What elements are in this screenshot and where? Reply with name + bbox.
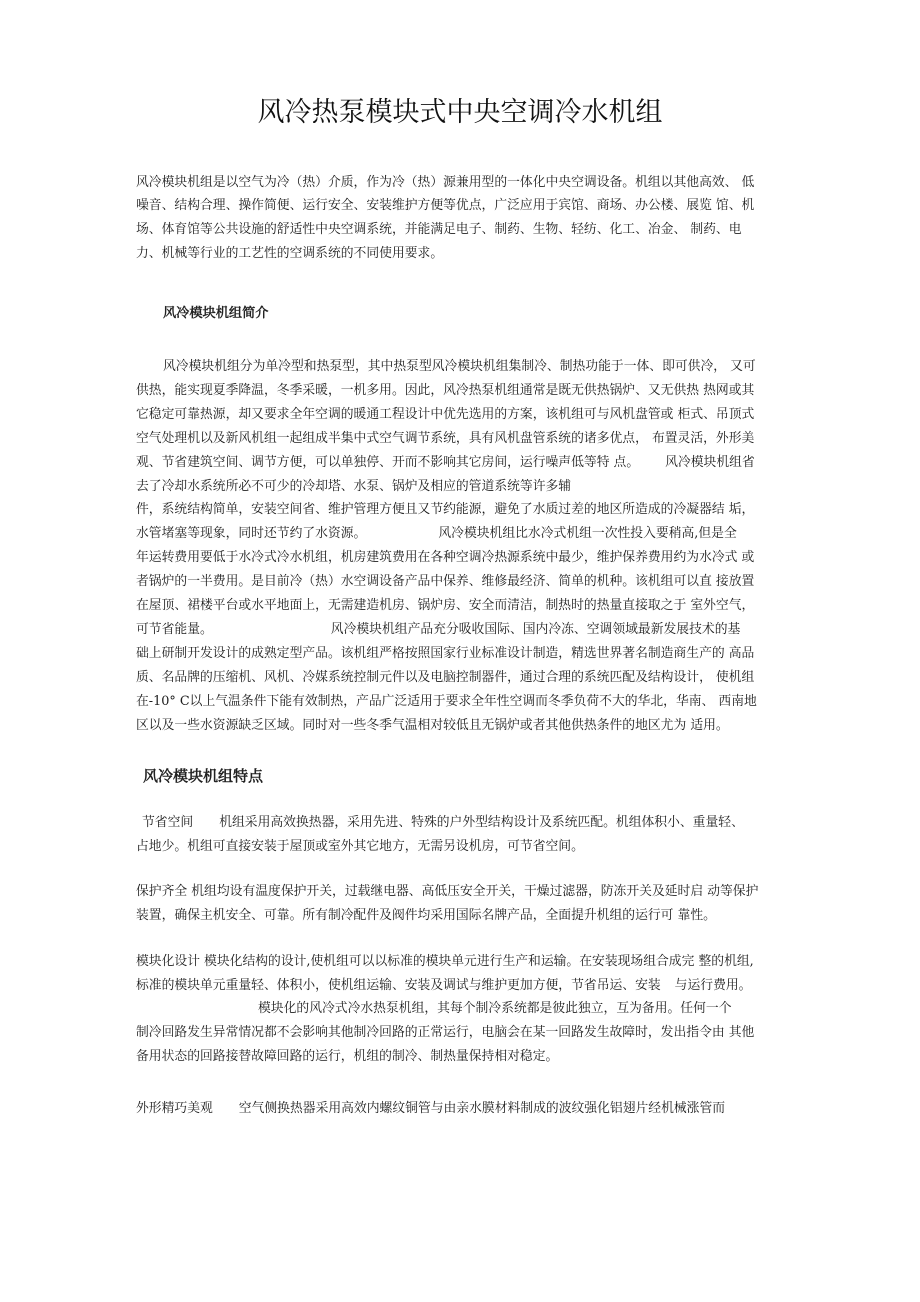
body-line: 它稳定可靠热源，却又要求全年空调的暖通工程设计中优先选用的方案，该机组可与风机盘管或 柜式、吊顶式 (136, 407, 755, 422)
body-line: 空气处理机以及新风机组一起组成半集中式空气调节系统，具有风机盘管系统的诸多优点， 布置灵活，外形美 (136, 431, 755, 446)
body-line: 区以及一些水资源缺乏区域。同时对一些冬季气温相对较低且无锅炉或者其他供热条件的地区尤为 适用。 (136, 718, 729, 733)
feature-line: 占地少。机组可直接安装于屋顶或室外其它地方，无需另设机房，可节省空间。 (136, 839, 584, 854)
section-heading-intro: 风冷模块机组简介 (163, 306, 269, 321)
intro-line: 力、机械等行业的工艺性的空调系统的不同使用要求。 (136, 246, 444, 261)
body-line: 风冷模块机组分为单冷型和热泵型，其中热泵型风冷模块机组集制冷、制热功能于一体、即可供冷， 又可 (163, 359, 756, 374)
intro-line: 场、体育馆等公共设施的舒适性中央空调系统，并能满足电子、制药、生物、轻纺、化工、冶金、 制药、电 (136, 222, 742, 237)
body-text: 风冷模块机组产品充分吸收国际、国内冷冻、空调领域最新发展技术的基 (330, 622, 741, 637)
body-text: 可节省能量。 (136, 622, 213, 637)
body-line: 者锅炉的一半费用。是目前冷（热）水空调设备产品中保养、维修最经济、简单的机种。该机组可以直 接放置 (136, 574, 755, 589)
body-line (136, 618, 788, 641)
feature-line: 装置，确保主机安全、可靠。所有制冷配件及阀件均采用国际名牌产品，全面提升机组的运行可 靠性。 (136, 908, 716, 923)
feature-line: 备用状态的回路接替故障回路的运行，机组的制冷、制热量保持相对稳定。 (136, 1049, 559, 1064)
feature-label: 外形精巧美观 (136, 1101, 213, 1116)
body-line: 质、名品牌的压缩机、风机、冷媒系统控制元件以及电脑控制器件，通过合理的系统匹配及结构设计， 使机组 (136, 670, 755, 685)
body-line (136, 451, 788, 474)
feature-line: 模块化的风冷式冷水热泵机组，其每个制冷系统都是彼此独立，互为备用。任何一个 (258, 1001, 732, 1016)
feature-text: 空气侧换热器采用高效内螺纹铜管与由亲水膜材料制成的波纹强化铝翅片经机械涨管而 (238, 1101, 726, 1116)
body-line: 础上研制开发设计的成熟定型产品。该机组严格按照国家行业标准设计制造，精选世界著名制造商生产的 高品 (136, 646, 755, 661)
feature-line (136, 1097, 788, 1120)
feature-line: 模块化设计 模块化结构的设计,使机组可以以标准的模块单元进行生产和运输。在安装现场组合成完 整的机组, (136, 954, 754, 969)
feature-text: 机组采用高效换热器，采用先进、特殊的户外型结构设计及系统匹配。机组体积小、重量轻、 (219, 815, 744, 830)
body-line: 在-10° C以上气温条件下能有效制热，产品广泛适用于要求全年性空调而冬季负荷不大的华北，华南、 西南地 (136, 694, 757, 709)
intro-line: 风冷模块机组是以空气为冷（热）介质，作为冷（热）源兼用型的一体化中央空调设备。机组以其他高效、 低 (136, 175, 755, 190)
body-line (136, 522, 788, 545)
body-text: 水管堵塞等现象，同时还节约了水资源。 (136, 526, 367, 541)
intro-line: 噪音、结构合理、操作简便、运行安全、安装维护方便等优点，广泛应用于宾馆、商场、办公楼、展览 馆、机 (136, 198, 755, 213)
feature-text: 标准的模块单元重量轻、体积小，使机组运输、安装及调试与维护更加方便，节省吊运、安装 (136, 978, 661, 993)
document-title: 风冷热泵模块式中央空调冷水机组 (257, 97, 663, 128)
body-line: 件，系统结构简单，安装空间省、维护管理方便且又节约能源，避免了水质过差的地区所造成的冷凝器结 垢， (136, 502, 755, 517)
section-heading-features: 风冷模块机组特点 (143, 767, 264, 785)
feature-line: 制冷回路发生异常情况都不会影响其他制冷回路的正常运行，电脑会在某一回路发生故障时，发出指令由 其他 (136, 1025, 755, 1040)
body-text: 风冷模块机组省 (665, 455, 755, 470)
feature-text: 与运行费用。 (674, 978, 752, 993)
feature-label: 节省空间 (142, 815, 194, 830)
feature-line (142, 811, 788, 834)
body-text: 观、节省建筑空间、调节方便，可以单独停、开而不影响其它房间，运行噪声低等特 点。 (136, 455, 640, 470)
body-line: 在屋顶、裙楼平台或水平地面上，无需建造机房、锅炉房、安全而清洁，制热时的热量直接取之于 室外空气， (136, 598, 755, 613)
body-line: 年运转费用要低于水冷式冷水机组，机房建筑费用在各种空调冷热源系统中最少，维护保养费用约为水冷式 或 (136, 550, 755, 565)
feature-line (136, 974, 788, 997)
body-text: 风冷模块机组比水冷式机组一次性投入要稍高,但是全 (438, 526, 737, 541)
feature-line: 保护齐全 机组均设有温度保护开关，过载继电器、高低压安全开关，干燥过滤器，防冻开关及延时启 动等保护 (136, 884, 759, 899)
body-line: 供热，能实现夏季降温，冬季采暖，一机多用。因此，风冷热泵机组通常是既无供热锅炉、又无供热 热网或其 (136, 383, 755, 398)
body-line: 去了冷却水系统所必不可少的冷却塔、水泵、锅炉及相应的管道系统等许多辅 (136, 479, 572, 494)
